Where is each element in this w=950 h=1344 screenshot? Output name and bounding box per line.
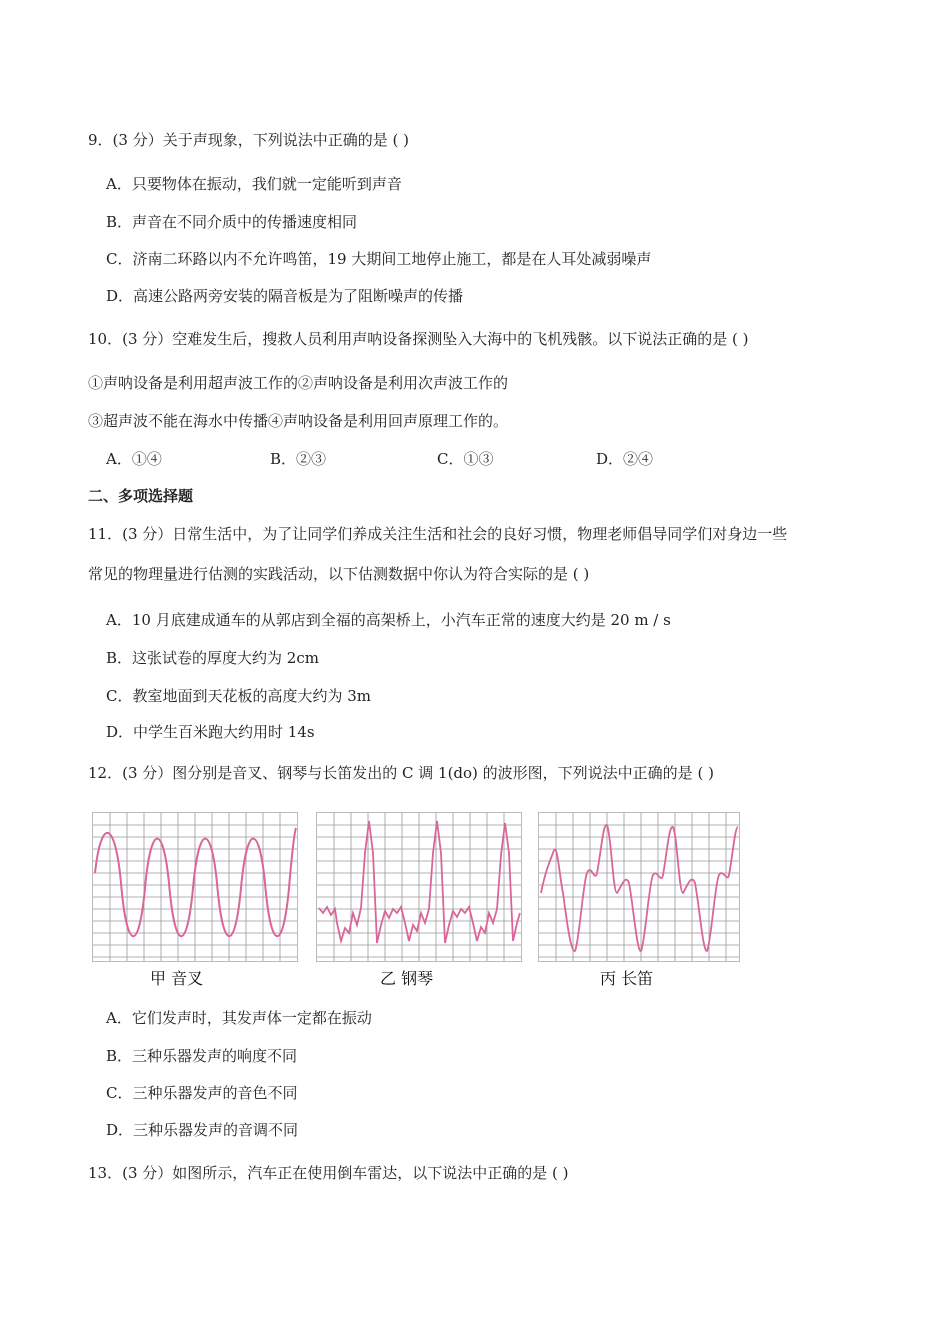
wave-tuning-fork [95,828,296,936]
question-11-stem-line1: 11．(3 分）日常生活中，为了让同学们养成关注生活和社会的良好习惯，物理老师倡导同学们对身边一些 [88,525,788,543]
question-11-option-b[interactable]: B．这张试卷的厚度大约为 2cm [106,649,319,667]
question-12-option-d[interactable]: D．三种乐器发声的音调不同 [106,1121,299,1139]
question-13-stem: 13．(3 分）如图所示，汽车正在使用倒车雷达，以下说法中正确的是 ( ) [88,1164,569,1182]
wave-piano [319,821,520,943]
question-10-statement-2: ③超声波不能在海水中传播④声呐设备是利用回声原理工作的。 [88,412,509,430]
question-10-stem: 10．(3 分）空难发生后，搜救人员利用声呐设备探测坠入大海中的飞机残骸。以下说法正确的是 ( ) [88,330,749,348]
question-10-statement-1: ①声呐设备是利用超声波工作的②声呐设备是利用次声波工作的 [88,374,509,392]
question-11-option-d[interactable]: D．中学生百米跑大约用时 14s [106,723,315,741]
question-9-option-c[interactable]: C．济南二环路以内不允许鸣笛，19 大期间工地停止施工，都是在人耳处减弱噪声 [106,250,652,268]
grid [93,813,297,961]
caption-tuning-fork: 甲 音叉 [150,969,204,988]
waveform-tuning-fork [92,812,298,962]
question-9-option-d[interactable]: D．高速公路两旁安装的隔音板是为了阻断噪声的传播 [106,287,464,305]
question-10-option-d[interactable]: D．②④ [596,450,654,468]
question-11-stem-line2: 常见的物理量进行估测的实践活动，以下估测数据中你认为符合实际的是 ( ) [88,565,590,583]
grid [317,813,521,961]
question-11-option-c[interactable]: C．教室地面到天花板的高度大约为 3m [106,687,372,705]
question-11-option-a[interactable]: A．10 月底建成通车的从郭店到全福的高架桥上，小汽车正常的速度大约是 20 m / s [106,611,671,629]
section-heading: 二、多项选择题 [88,487,194,505]
question-9-option-b[interactable]: B．声音在不同介质中的传播速度相同 [106,213,358,231]
question-10-option-a[interactable]: A．①④ [106,450,162,468]
question-12-option-a[interactable]: A．它们发声时，其发声体一定都在振动 [106,1009,372,1027]
waveform-flute [538,812,740,962]
question-9-option-a[interactable]: A．只要物体在振动，我们就一定能听到声音 [106,175,402,193]
caption-flute: 丙 长笛 [600,969,654,988]
question-12-option-c[interactable]: C．三种乐器发声的音色不同 [106,1084,298,1102]
question-10-option-b[interactable]: B．②③ [270,450,327,468]
question-10-option-c[interactable]: C．①③ [437,450,494,468]
question-12-option-b[interactable]: B．三种乐器发声的响度不同 [106,1047,298,1065]
waveform-figure [90,812,750,992]
caption-piano: 乙 钢琴 [380,969,434,988]
question-9-stem: 9．(3 分）关于声现象，下列说法中正确的是 ( ) [88,131,409,149]
wave-flute [541,825,738,951]
question-12-stem: 12．(3 分）图分别是音叉、钢琴与长笛发出的 C 调 1(do) 的波形图，下列说法中正确的是 ( ) [88,764,714,782]
waveform-piano [316,812,522,962]
